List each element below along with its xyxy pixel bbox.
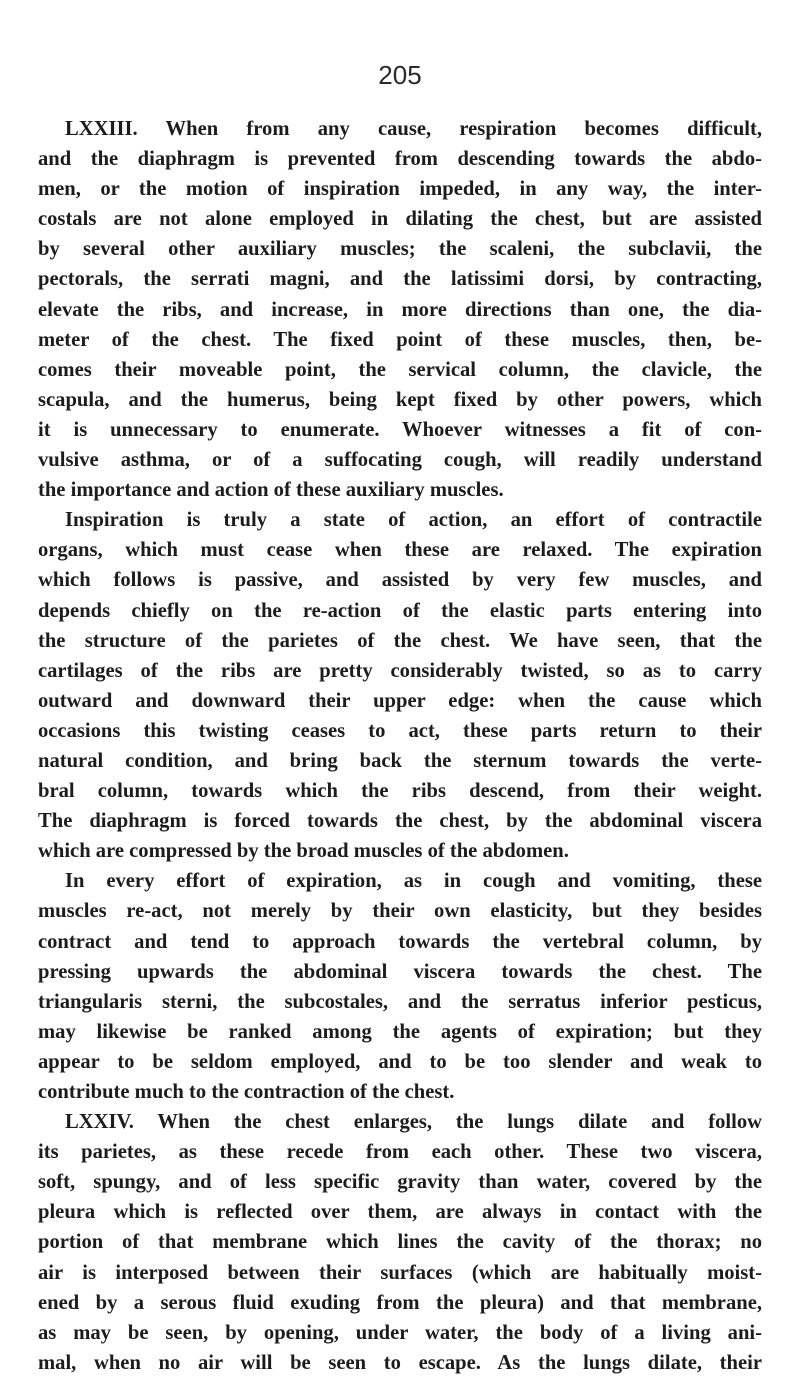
text-line: organs, which must cease when these are relaxed. The expiration [38,539,762,562]
text-line: natural condition, and bring back the sternum towards the verte- [38,749,762,772]
text-line: may likewise be ranked among the agents of expiration; but they [38,1020,762,1043]
text-line: it is unnecessary to enumerate. Whoever witnesses a fit of con- [38,418,762,441]
text-line: pressing upwards the abdominal viscera towards the chest. The [38,960,762,983]
text-line: the structure of the parietes of the chest. We have seen, that the [38,629,762,652]
text-line: appear to be seldom employed, and to be too slender and weak to [38,1050,762,1073]
text-line: which are compressed by the broad muscles of the abdomen. [38,840,569,863]
text-line: scapula, and the humerus, being kept fixed by other powers, which [38,388,762,411]
text-line: depends chiefly on the re-action of the elastic parts entering into [38,599,762,622]
text-line: elevate the ribs, and increase, in more directions than one, the dia- [38,298,762,321]
text-line: and the diaphragm is prevented from descending towards the abdo- [38,148,762,171]
text-line: which follows is passive, and assisted by very few muscles, and [38,569,762,592]
text-line: muscles re-act, not merely by their own elasticity, but they besides [38,900,762,923]
text-line: vulsive asthma, or of a suffocating cough, will readily understand [38,449,762,472]
page-number: 205 [378,60,422,90]
text-line: by several other auxiliary muscles; the scaleni, the subclavii, the [38,238,762,261]
text-line: contribute much to the contraction of the chest. [38,1081,455,1103]
text-line: LXXIV. When the chest enlarges, the lungs dilate and follow [65,1111,762,1134]
text-line: ened by a serous fluid exuding from the pleura) and that membrane, [38,1291,762,1314]
text-line: costals are not alone employed in dilating the chest, but are assisted [38,208,762,231]
text-line: meter of the chest. The fixed point of these muscles, then, be- [38,328,762,351]
text-line: The diaphragm is forced towards the chest, by the abdominal viscera [38,810,762,833]
text-line: bral column, towards which the ribs descend, from their weight. [38,780,762,803]
text-line: triangularis sterni, the subcostales, and the serratus inferior pesticus, [38,990,762,1013]
text-line: men, or the motion of inspiration impeded, in any way, the inter- [38,178,762,201]
text-line: as may be seen, by opening, under water, the body of a living ani- [38,1321,762,1344]
text-line: the importance and action of these auxiliary muscles. [38,479,504,502]
text-line: outward and downward their upper edge: when the cause which [38,689,762,712]
text-line: Inspiration is truly a state of action, an effort of contractile [65,509,762,532]
text-line: comes their moveable point, the servical column, the clavicle, the [38,358,762,381]
text-line: its parietes, as these recede from each other. These two viscera, [38,1141,762,1164]
text-line: cartilages of the ribs are pretty considerably twisted, so as to carry [38,659,762,682]
text-line: contract and tend to approach towards the vertebral column, by [38,930,762,953]
text-line: In every effort of expiration, as in cough and vomiting, these [65,870,762,893]
text-line: mal, when no air will be seen to escape. As the lungs dilate, their [38,1351,762,1374]
text-line: LXXIII. When from any cause, respiration becomes difficult, [65,118,762,140]
text-line: pleura which is reflected over them, are always in contact with the [38,1201,762,1224]
text-line: soft, spungy, and of less specific gravity than water, covered by the [38,1171,762,1194]
body-text [38,114,762,1378]
text-line: air is interposed between their surfaces (which are habitually moist- [38,1261,762,1284]
text-line: pectorals, the serrati magni, and the latissimi dorsi, by contracting, [38,268,762,291]
text-line: portion of that membrane which lines the cavity of the thorax; no [38,1231,762,1254]
text-line: occasions this twisting ceases to act, these parts return to their [38,719,762,742]
